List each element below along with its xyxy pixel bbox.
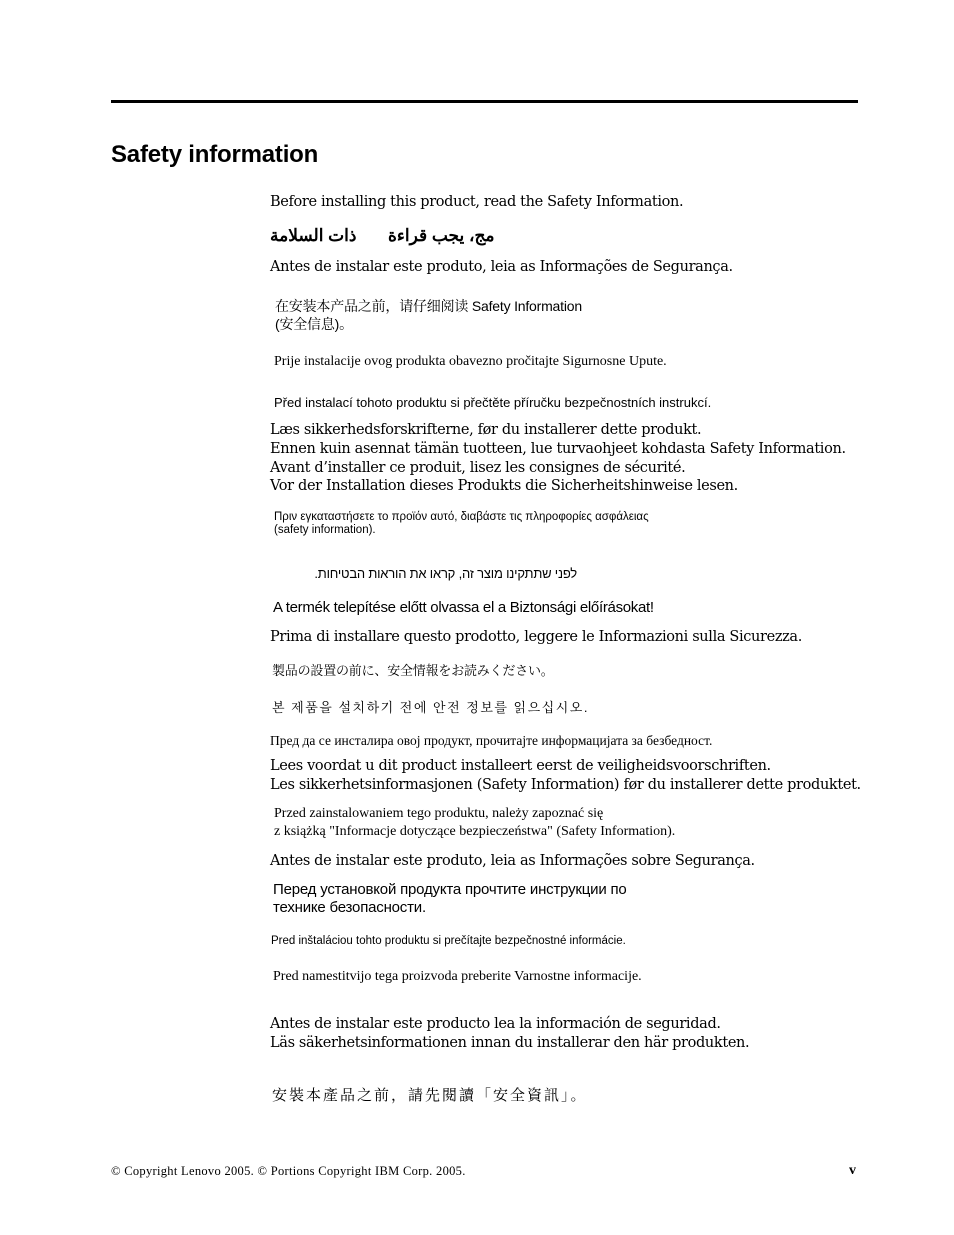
notice-chinese-traditional: 安裝本產品之前，請先閱讀「安全資訊」。 — [272, 1086, 588, 1104]
notice-hungarian: A termék telepítése előtt olvassa el a Biztonsági előírásokat! — [273, 599, 654, 616]
notice-greek-line-1: Πριν εγκαταστήσετε το προϊόν αυτό, διαβάστε τις πληροφορίες ασφάλειας — [274, 511, 649, 523]
notice-spanish: Antes de instalar este producto lea la información de seguridad. — [270, 1016, 721, 1032]
notice-chinese-simplified-line-2: (安全信息)。 — [275, 316, 353, 332]
notice-finnish: Ennen kuin asennat tämän tuotteen, lue turvaohjeet kohdasta Safety Information. — [270, 441, 846, 457]
page-number: v — [849, 1163, 856, 1178]
notice-italian: Prima di installare questo prodotto, leggere le Informazioni sulla Sicurezza. — [270, 629, 802, 645]
notice-slovenian: Pred namestitvijo tega proizvoda preberite Varnostne informacije. — [273, 969, 642, 984]
notice-danish: Læs sikkerhedsforskrifterne, før du installerer dette produkt. — [270, 422, 702, 438]
notice-korean: 본 제품을 설치하기 전에 안전 정보를 읽으십시오. — [272, 700, 589, 715]
notice-french: Avant d’installer ce produit, lisez les consignes de sécurité. — [270, 460, 686, 476]
notice-polish-line-2: z książką "Informacje dotyczące bezpieczeństwa" (Safety Information). — [274, 824, 676, 839]
notice-english: Before installing this product, read the Safety Information. — [270, 194, 684, 210]
footer-copyright: © Copyright Lenovo 2005. © Portions Copyright IBM Corp. 2005. — [111, 1164, 466, 1178]
notice-russian-line-1: Перед установкой продукта прочтите инструкции по — [273, 881, 627, 898]
notice-greek-line-2: (safety information). — [274, 524, 376, 536]
notice-dutch: Lees voordat u dit product installeert eerst de veiligheidsvoorschriften. — [270, 758, 771, 774]
notice-slovak: Pred inštaláciou tohto produktu si prečítajte bezpečnostné informácie. — [271, 935, 626, 947]
notice-swedish: Läs säkerhetsinformationen innan du installerar den här produkten. — [270, 1035, 750, 1051]
notice-czech: Před instalací tohoto produktu si přečtěte příručku bezpečnostních instrukcí. — [274, 395, 712, 410]
notice-japanese: 製品の設置の前に、安全情報をお読みください。 — [272, 663, 554, 678]
page-title: Safety information — [111, 141, 319, 168]
notice-portuguese-brazil: Antes de instalar este produto, leia as Informações de Segurança. — [270, 259, 733, 275]
notice-arabic-part-1: مج، يجب قراءة — [388, 226, 495, 245]
notice-russian-line-2: технике безопасности. — [273, 899, 426, 916]
notice-arabic-part-2: ذات السلامة — [270, 226, 357, 245]
notice-polish-line-1: Przed zainstalowaniem tego produktu, należy zapoznać się — [274, 806, 604, 821]
notice-chinese-simplified-line-1: 在安装本产品之前，请仔细阅读 Safety Information — [275, 298, 582, 314]
notice-german: Vor der Installation dieses Produkts die Sicherheitshinweise lesen. — [270, 478, 738, 494]
notice-croatian: Prije instalacije ovog produkta obavezno pročitajte Sigurnosne Upute. — [274, 354, 667, 369]
notice-portuguese-portugal: Antes de instalar este produto, leia as Informações sobre Segurança. — [270, 853, 755, 869]
notice-hebrew: לפני שתתקינו מוצר זה, קראו את הוראות הבטיחות. — [314, 566, 577, 581]
header-rule — [111, 100, 858, 103]
notice-norwegian: Les sikkerhetsinformasjonen (Safety Information) før du installerer dette produktet. — [270, 777, 861, 793]
notice-macedonian: Пред да се инсталира овој продукт, прочитајте информацијата за безбедност. — [270, 733, 713, 748]
